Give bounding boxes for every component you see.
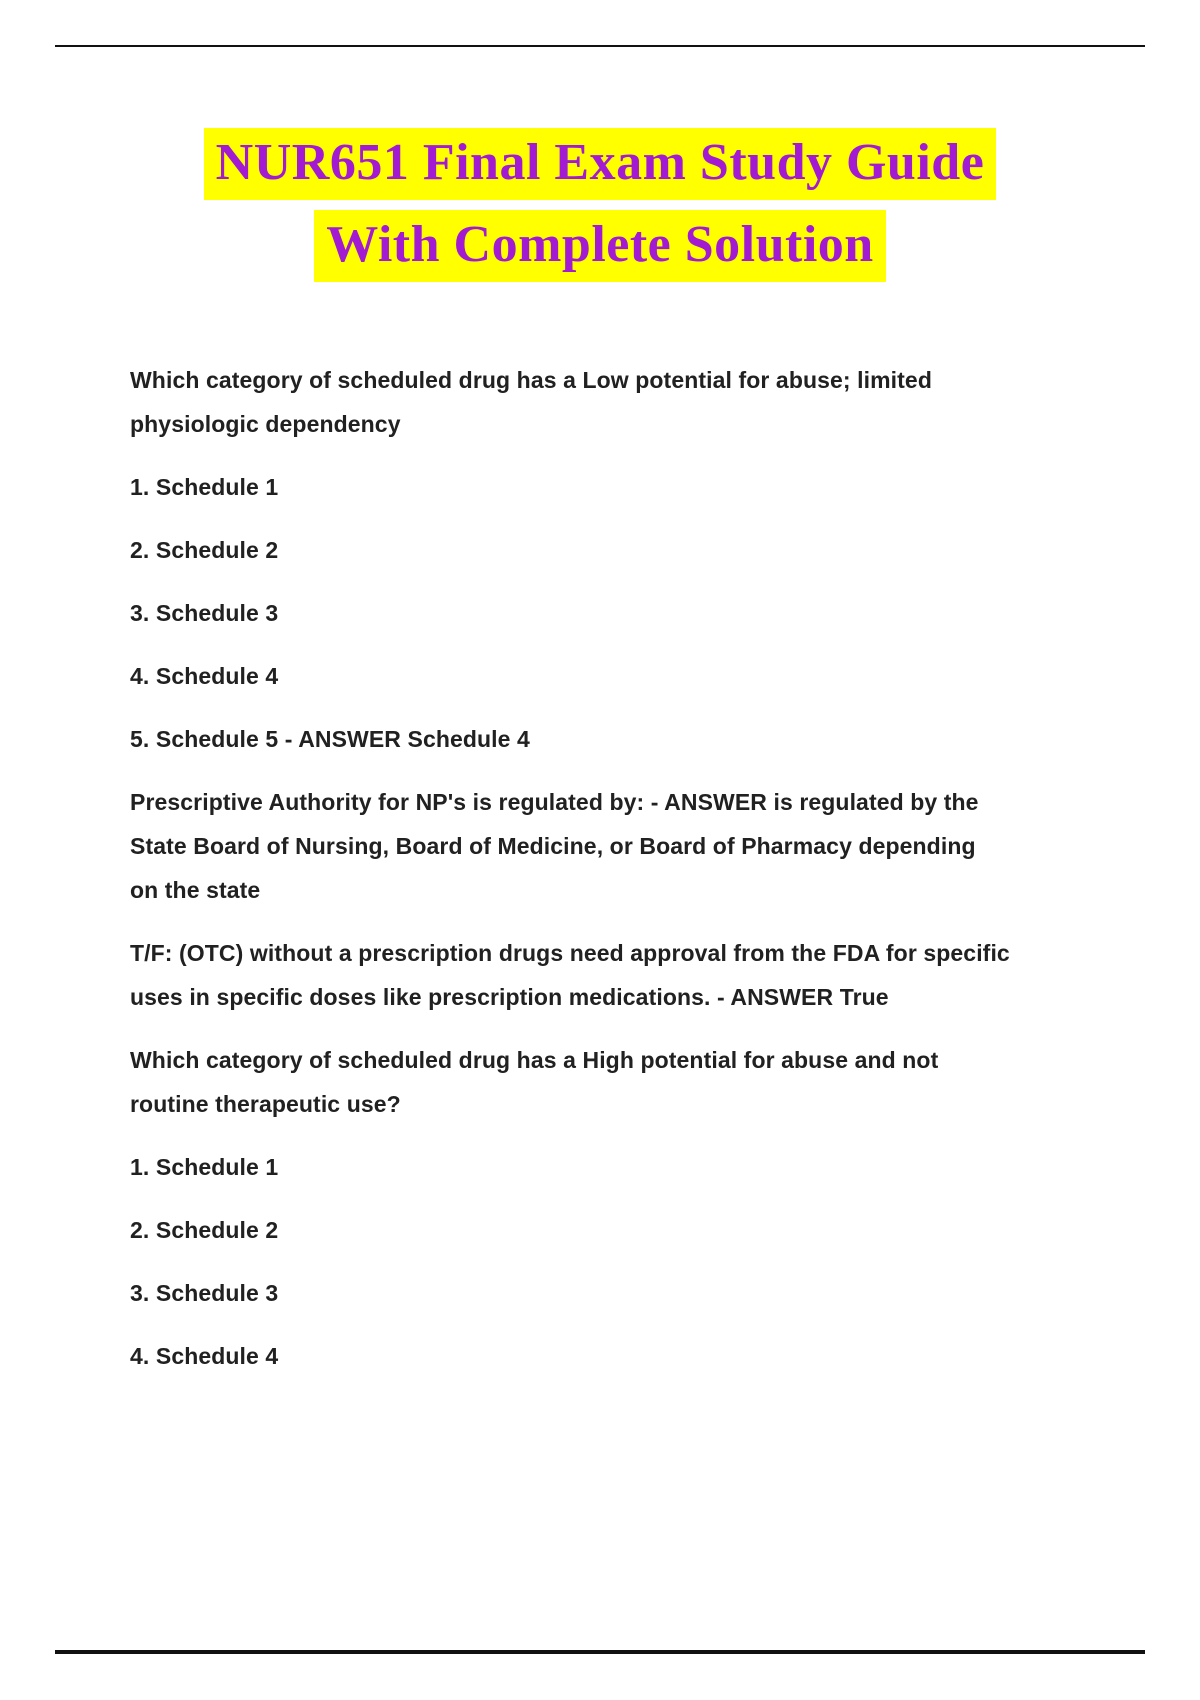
title-line-1: NUR651 Final Exam Study Guide — [204, 128, 997, 200]
bottom-rule — [55, 1650, 1145, 1654]
option-2-schedule-2-q2: 2. Schedule 2 — [130, 1217, 279, 1243]
question-answer-otc-true-false: T/F: (OTC) without a prescription drugs need approval from the FDA for specific uses in specific doses like prescription medications. - ANSWER True — [130, 940, 1010, 1010]
option-1-schedule-1-q2: 1. Schedule 1 — [130, 1154, 279, 1180]
document-title — [0, 128, 1200, 292]
title-line-2: With Complete Solution — [314, 210, 885, 282]
option-3-schedule-3: 3. Schedule 3 — [130, 600, 279, 626]
title-row-2 — [0, 210, 1200, 282]
document-body — [130, 358, 1010, 1397]
option-1-schedule-1: 1. Schedule 1 — [130, 474, 279, 500]
question-answer-prescriptive-authority: Prescriptive Authority for NP's is regulated by: - ANSWER is regulated by the State Board of Nursing, Board of Medicine, or Board of Pharmacy depending on the state — [130, 789, 979, 903]
option-4-schedule-4: 4. Schedule 4 — [130, 663, 279, 689]
title-row-1 — [0, 128, 1200, 200]
option-2-schedule-2: 2. Schedule 2 — [130, 537, 279, 563]
option-3-schedule-3-q2: 3. Schedule 3 — [130, 1280, 279, 1306]
top-rule — [55, 45, 1145, 47]
question-text-2: Which category of scheduled drug has a High potential for abuse and not routine therapeutic use? — [130, 1047, 939, 1117]
question-text-1: Which category of scheduled drug has a Low potential for abuse; limited physiologic dependency — [130, 367, 932, 437]
option-4-schedule-4-q2: 4. Schedule 4 — [130, 1343, 279, 1369]
option-5-with-answer: 5. Schedule 5 - ANSWER Schedule 4 — [130, 726, 530, 752]
